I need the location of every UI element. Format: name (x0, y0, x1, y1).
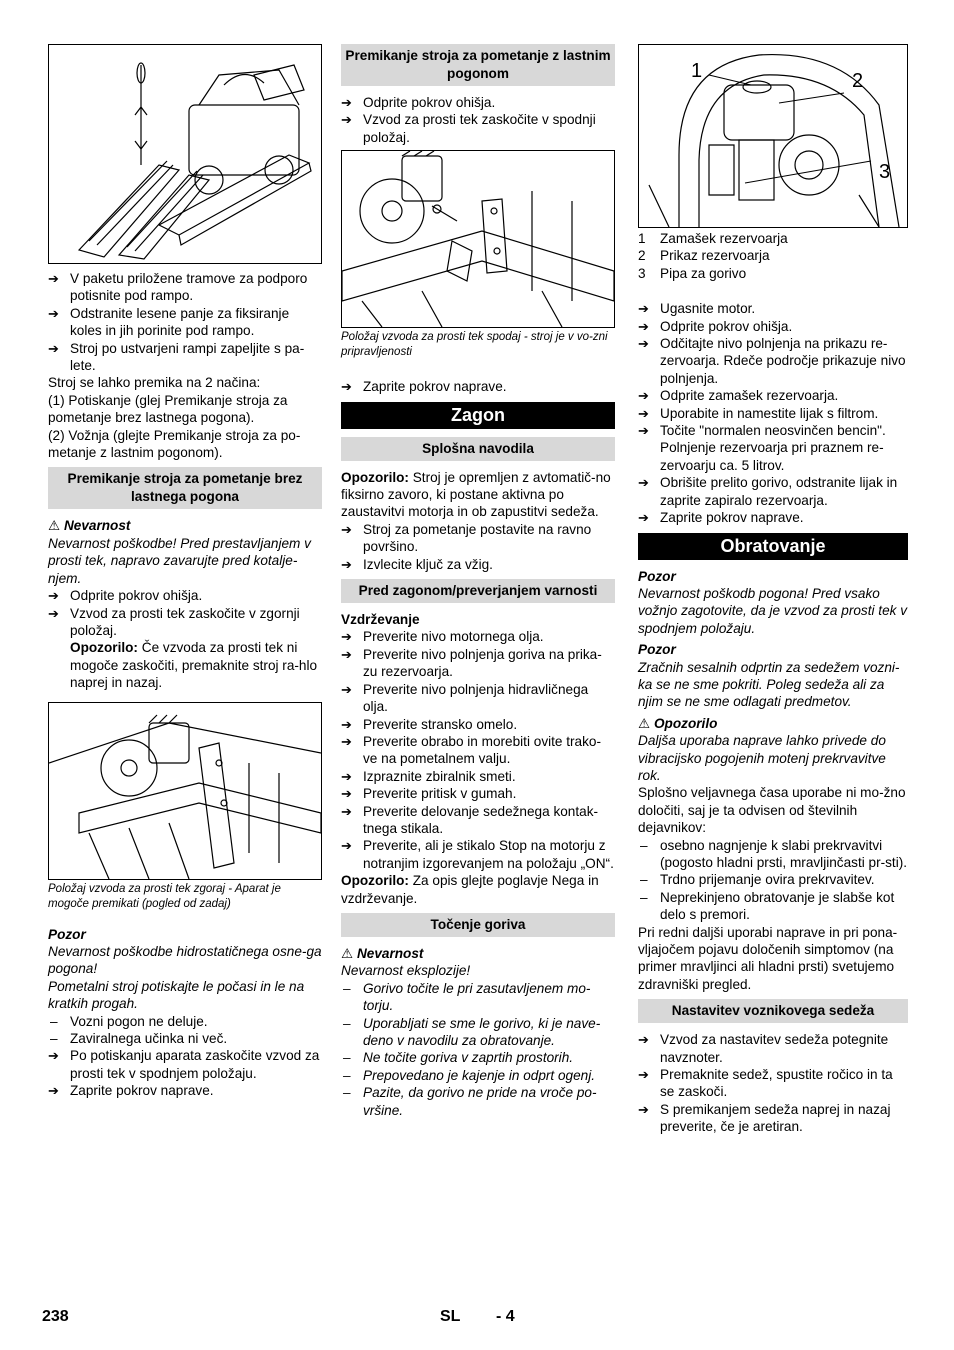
step: ➔ Preverite nivo polnjenja goriva na prika-zu rezervoarja. (341, 646, 602, 680)
language-code: SL (440, 1308, 461, 1325)
arrow-icon: ➔ (48, 1083, 59, 1099)
step: ➔ Preverite stransko omelo. (341, 716, 518, 732)
caution-text: Nevarnost poškodbe hidrostatičnega osne-ga pogona! (48, 943, 322, 977)
step: ➔ Izpraznite zbiralnik smeti. (341, 768, 516, 784)
arrow-icon: ➔ (341, 681, 352, 697)
caution-label: Pozor (48, 926, 86, 942)
note: Opozorilo: Če vzvoda za prosti tek ni mogoče zaskočiti, premaknite stroj ra-hlo naprej in nazaj. (70, 640, 318, 691)
freewheel-lever-up-illustration (49, 703, 321, 879)
caution-text: Nevarnost poškodb pogona! Pred vsako vožnjo zagotovite, da je vzvod za prosti tek v spodnjem položaju. (638, 585, 907, 636)
figure-engine-tank (638, 44, 908, 228)
step: ➔ Odstranite lesene panje za fiksiranje koles in jih porinite pod rampo. (48, 305, 290, 339)
dash-item: – Zaviralnega učinka ni več. (50, 1030, 228, 1046)
figure-lever-down (341, 150, 615, 328)
warning-text: Daljša uporaba naprave lahko privede do vibracijsko pogojenih motenj prekrvavitve rok. (638, 733, 886, 783)
arrow-icon: ➔ (341, 716, 352, 732)
step: ➔ Obrišite prelito gorivo, odstranite lijak in zaprite zapiralo rezervoarja. (638, 475, 898, 508)
legend-item: 3 Pipa za gorivo (638, 265, 747, 281)
step: ➔ Odprite zamašek rezervoarja. (638, 388, 839, 404)
legend-item: 1 Zamašek rezervoarja (638, 231, 788, 246)
note: Opozorilo: Za opis glejte poglavje Nega in vzdrževanje. (341, 873, 599, 906)
step: ➔ Izvlecite ključ za vžig. (341, 556, 493, 572)
paragraph: (1) Potiskanje (glej Premikanje stroja za pometanje brez lastnega pogona). (48, 392, 288, 426)
step: ➔ Stroj za pometanje postavite na ravno površino. (341, 521, 592, 555)
arrow-icon: ➔ (638, 318, 649, 334)
arrow-icon: ➔ (638, 1032, 649, 1048)
step: ➔ Preverite, ali je stikalo Stop na motorju z notranjim izgorevanjem na položaju „ON“. (341, 838, 614, 871)
caution-label: Pozor (638, 568, 676, 584)
arrow-icon: ➔ (638, 301, 649, 317)
arrow-icon: ➔ (341, 95, 352, 110)
figure-caption: Položaj vzvoda za prosti tek zgoraj - Aparat je mogoče premikati (pogled od zadaj) (48, 882, 281, 910)
subheading: Vzdrževanje (341, 612, 420, 628)
arrow-icon: ➔ (48, 1048, 59, 1064)
section-heading: Nastavitev voznikovega sedeža (638, 999, 908, 1023)
arrow-icon: ➔ (638, 475, 649, 491)
step: ➔ Preverite delovanje sedežnega kontak-tnega stikala. (341, 803, 599, 836)
figure-label: 2 (852, 70, 864, 92)
section-heading: Premikanje stroja za pometanje z lastnim pogonom (341, 44, 615, 86)
step: ➔ Po potiskanju aparata zaskočite vzvod za prosti tek v spodnjem položaju. (48, 1048, 320, 1081)
arrow-icon: ➔ (341, 521, 352, 537)
column-2 (341, 44, 615, 1119)
arrow-icon: ➔ (341, 556, 352, 572)
arrow-icon: ➔ (341, 786, 352, 802)
arrow-icon: ➔ (48, 588, 59, 604)
dash-item: – Uporabljati se sme le gorivo, ki je nave-deno v navodilu za obratovanje. (343, 1015, 601, 1048)
step: ➔ Zaprite pokrov naprave. (48, 1083, 214, 1099)
arrow-icon: ➔ (48, 605, 59, 621)
step: ➔ S premikanjem sedeža naprej in nazaj preverite, če je aretiran. (638, 1101, 891, 1135)
paragraph: Splošno veljavnega časa uporabe ni mo-žno določiti, saj je ta odvisen od številnih dejavnikov: (638, 785, 906, 836)
arrow-icon: ➔ (48, 305, 59, 321)
section-heading: Premikanje stroja za pometanje brez lastnega pogona (48, 467, 322, 509)
arrow-icon: ➔ (341, 803, 352, 819)
arrow-icon: ➔ (638, 1101, 649, 1117)
arrow-icon: ➔ (638, 405, 649, 421)
step: ➔ Točite "normalen neosvinčen bencin". Polnjenje rezervoarja pri praznem re-zervoarju ca. 5 litrov. (638, 423, 886, 473)
step: ➔ Odprite pokrov ohišja. (341, 95, 496, 110)
warning-icon: ⚠ (48, 518, 61, 534)
freewheel-lever-down-illustration (342, 151, 614, 327)
page-number: 238 (42, 1308, 69, 1325)
step: ➔ Uporabite in namestite lijak s filtrom. (638, 405, 879, 421)
section-heading: Pred zagonom/preverjanjem varnosti (341, 579, 615, 603)
paragraph: Pri redni daljši uporabi naprave in pri pona-vljajočem pojavu določenih simptomov (na primer mravljinci ali hladni prsti) svetujemo zdravniški pregled. (638, 924, 898, 992)
main-heading: Obratovanje (638, 533, 908, 560)
step: ➔ Odprite pokrov ohišja. (638, 318, 793, 334)
figure-sweeper-on-ramp (48, 44, 322, 264)
legend-item: 2 Prikaz rezervoarja (638, 248, 770, 264)
column-1 (48, 44, 322, 1100)
arrow-icon: ➔ (341, 112, 352, 128)
caution-label: Pozor (638, 642, 676, 658)
sub-page-number: - 4 (496, 1308, 515, 1325)
step: ➔ Odprite pokrov ohišja. (48, 588, 203, 604)
step: ➔ Premaknite sedež, spustite ročico in ta se zaskoči. (638, 1067, 893, 1100)
step: ➔ Ugasnite motor. (638, 301, 756, 317)
arrow-icon: ➔ (341, 629, 352, 645)
dash-item: – osebno nagnjenje k slabi prekrvavitvi (pogosto hladni prsti, mravljinčasti pr-sti). (640, 837, 908, 870)
danger-label: ⚠ Nevarnost (48, 518, 131, 534)
dash-item: – Prepovedano je kajenje in odprt ogenj. (343, 1067, 596, 1083)
step: ➔ Preverite pritisk v gumah. (341, 786, 517, 802)
step: ➔ Zaprite pokrov naprave. (638, 510, 804, 526)
step: ➔ Vzvod za nastavitev sedeža potegnite navznoter. (638, 1032, 889, 1065)
step: ➔ Vzvod za prosti tek zaskočite v spodnji položaj. (341, 112, 596, 145)
paragraph: (2) Vožnja (glejte Premikanje stroja za po-metanje z lastnim pogonom). (48, 427, 301, 461)
caution-text: Pometalni stroj potiskajte le počasi in le na kratkih progah. (48, 978, 305, 1012)
arrow-icon: ➔ (48, 271, 59, 286)
step: ➔ Vzvod za prosti tek zaskočite v zgornji položaj. (48, 605, 300, 638)
arrow-icon: ➔ (638, 510, 649, 526)
section-heading: Splošna navodila (341, 437, 615, 461)
arrow-icon: ➔ (341, 733, 352, 749)
arrow-icon: ➔ (48, 340, 59, 356)
warning-label: ⚠ Opozorilo (638, 715, 718, 731)
warning-icon: ⚠ (341, 945, 354, 961)
figure-label: 1 (691, 60, 703, 82)
arrow-icon: ➔ (341, 379, 352, 395)
step: ➔ Stroj po ustvarjeni rampi zapeljite s pa-lete. (48, 340, 305, 374)
danger-text: Nevarnost poškodbe! Pred prestavljanjem v prosti tek, napravo zavarujte pred kotalje-njem. (48, 535, 311, 586)
arrow-icon: ➔ (638, 388, 649, 404)
step: ➔ Odčitajte nivo polnjenja na prikazu re-zervoarja. Rdeče področje prikazuje nivo polnjenja. (638, 336, 906, 386)
dash-item: – Ne točite goriva v zaprtih prostorih. (343, 1050, 574, 1066)
step: ➔ Preverite nivo polnjenja hidravličnega olja. (341, 681, 589, 715)
warning-icon: ⚠ (638, 715, 651, 731)
step: ➔ Preverite obrabo in morebiti ovite trako-ve na pometalnem valju. (341, 733, 601, 767)
paragraph: Stroj se lahko premika na 2 načina: (48, 375, 261, 391)
note: Opozorilo: Stroj je opremljen z avtomatič-no fiksirno zavoro, ki postane aktivna po zaustavitvi motorja in ob zapustitvi sedeža. (341, 469, 611, 520)
engine-tank-illustration (639, 45, 907, 227)
dash-item: – Vozni pogon ne deluje. (50, 1013, 208, 1029)
danger-label: ⚠ Nevarnost (341, 945, 424, 961)
danger-text: Nevarnost eksplozije! (341, 963, 471, 979)
arrow-icon: ➔ (341, 768, 352, 784)
arrow-icon: ➔ (638, 336, 649, 352)
step: ➔ Zaprite pokrov naprave. (341, 379, 507, 395)
main-heading: Zagon (341, 402, 615, 429)
figure-caption: Položaj vzvoda za prosti tek spodaj - stroj je v vo-zni pripravljenosti (341, 331, 608, 359)
figure-label: 3 (879, 161, 891, 183)
arrow-icon: ➔ (638, 1067, 649, 1083)
sweeper-ramp-illustration (49, 45, 321, 263)
dash-item: – Neprekinjeno obratovanje je slabše kot delo s premori. (640, 889, 895, 923)
step: ➔ V paketu priložene tramove za podporo potisnite pod rampo. (48, 271, 308, 304)
section-heading: Točenje goriva (341, 913, 615, 937)
arrow-icon: ➔ (341, 646, 352, 662)
dash-item: – Gorivo točite le pri zasutavljenem mo-torju. (343, 980, 591, 1014)
arrow-icon: ➔ (638, 423, 649, 439)
caution-text: Zračnih sesalnih odprtin za sedežem vozni-ka se ne sme pokriti. Poleg sedeža ali za njim se ne sme odlagati predmetov. (638, 659, 900, 710)
step: ➔ Preverite nivo motornega olja. (341, 629, 544, 645)
figure-lever-up (48, 702, 322, 880)
column-3 (638, 44, 908, 1136)
arrow-icon: ➔ (341, 838, 352, 854)
dash-item: – Trdno prijemanje ovira prekrvavitev. (640, 872, 875, 888)
dash-item: – Pazite, da gorivo ne pride na vroče po-vršine. (343, 1085, 597, 1118)
